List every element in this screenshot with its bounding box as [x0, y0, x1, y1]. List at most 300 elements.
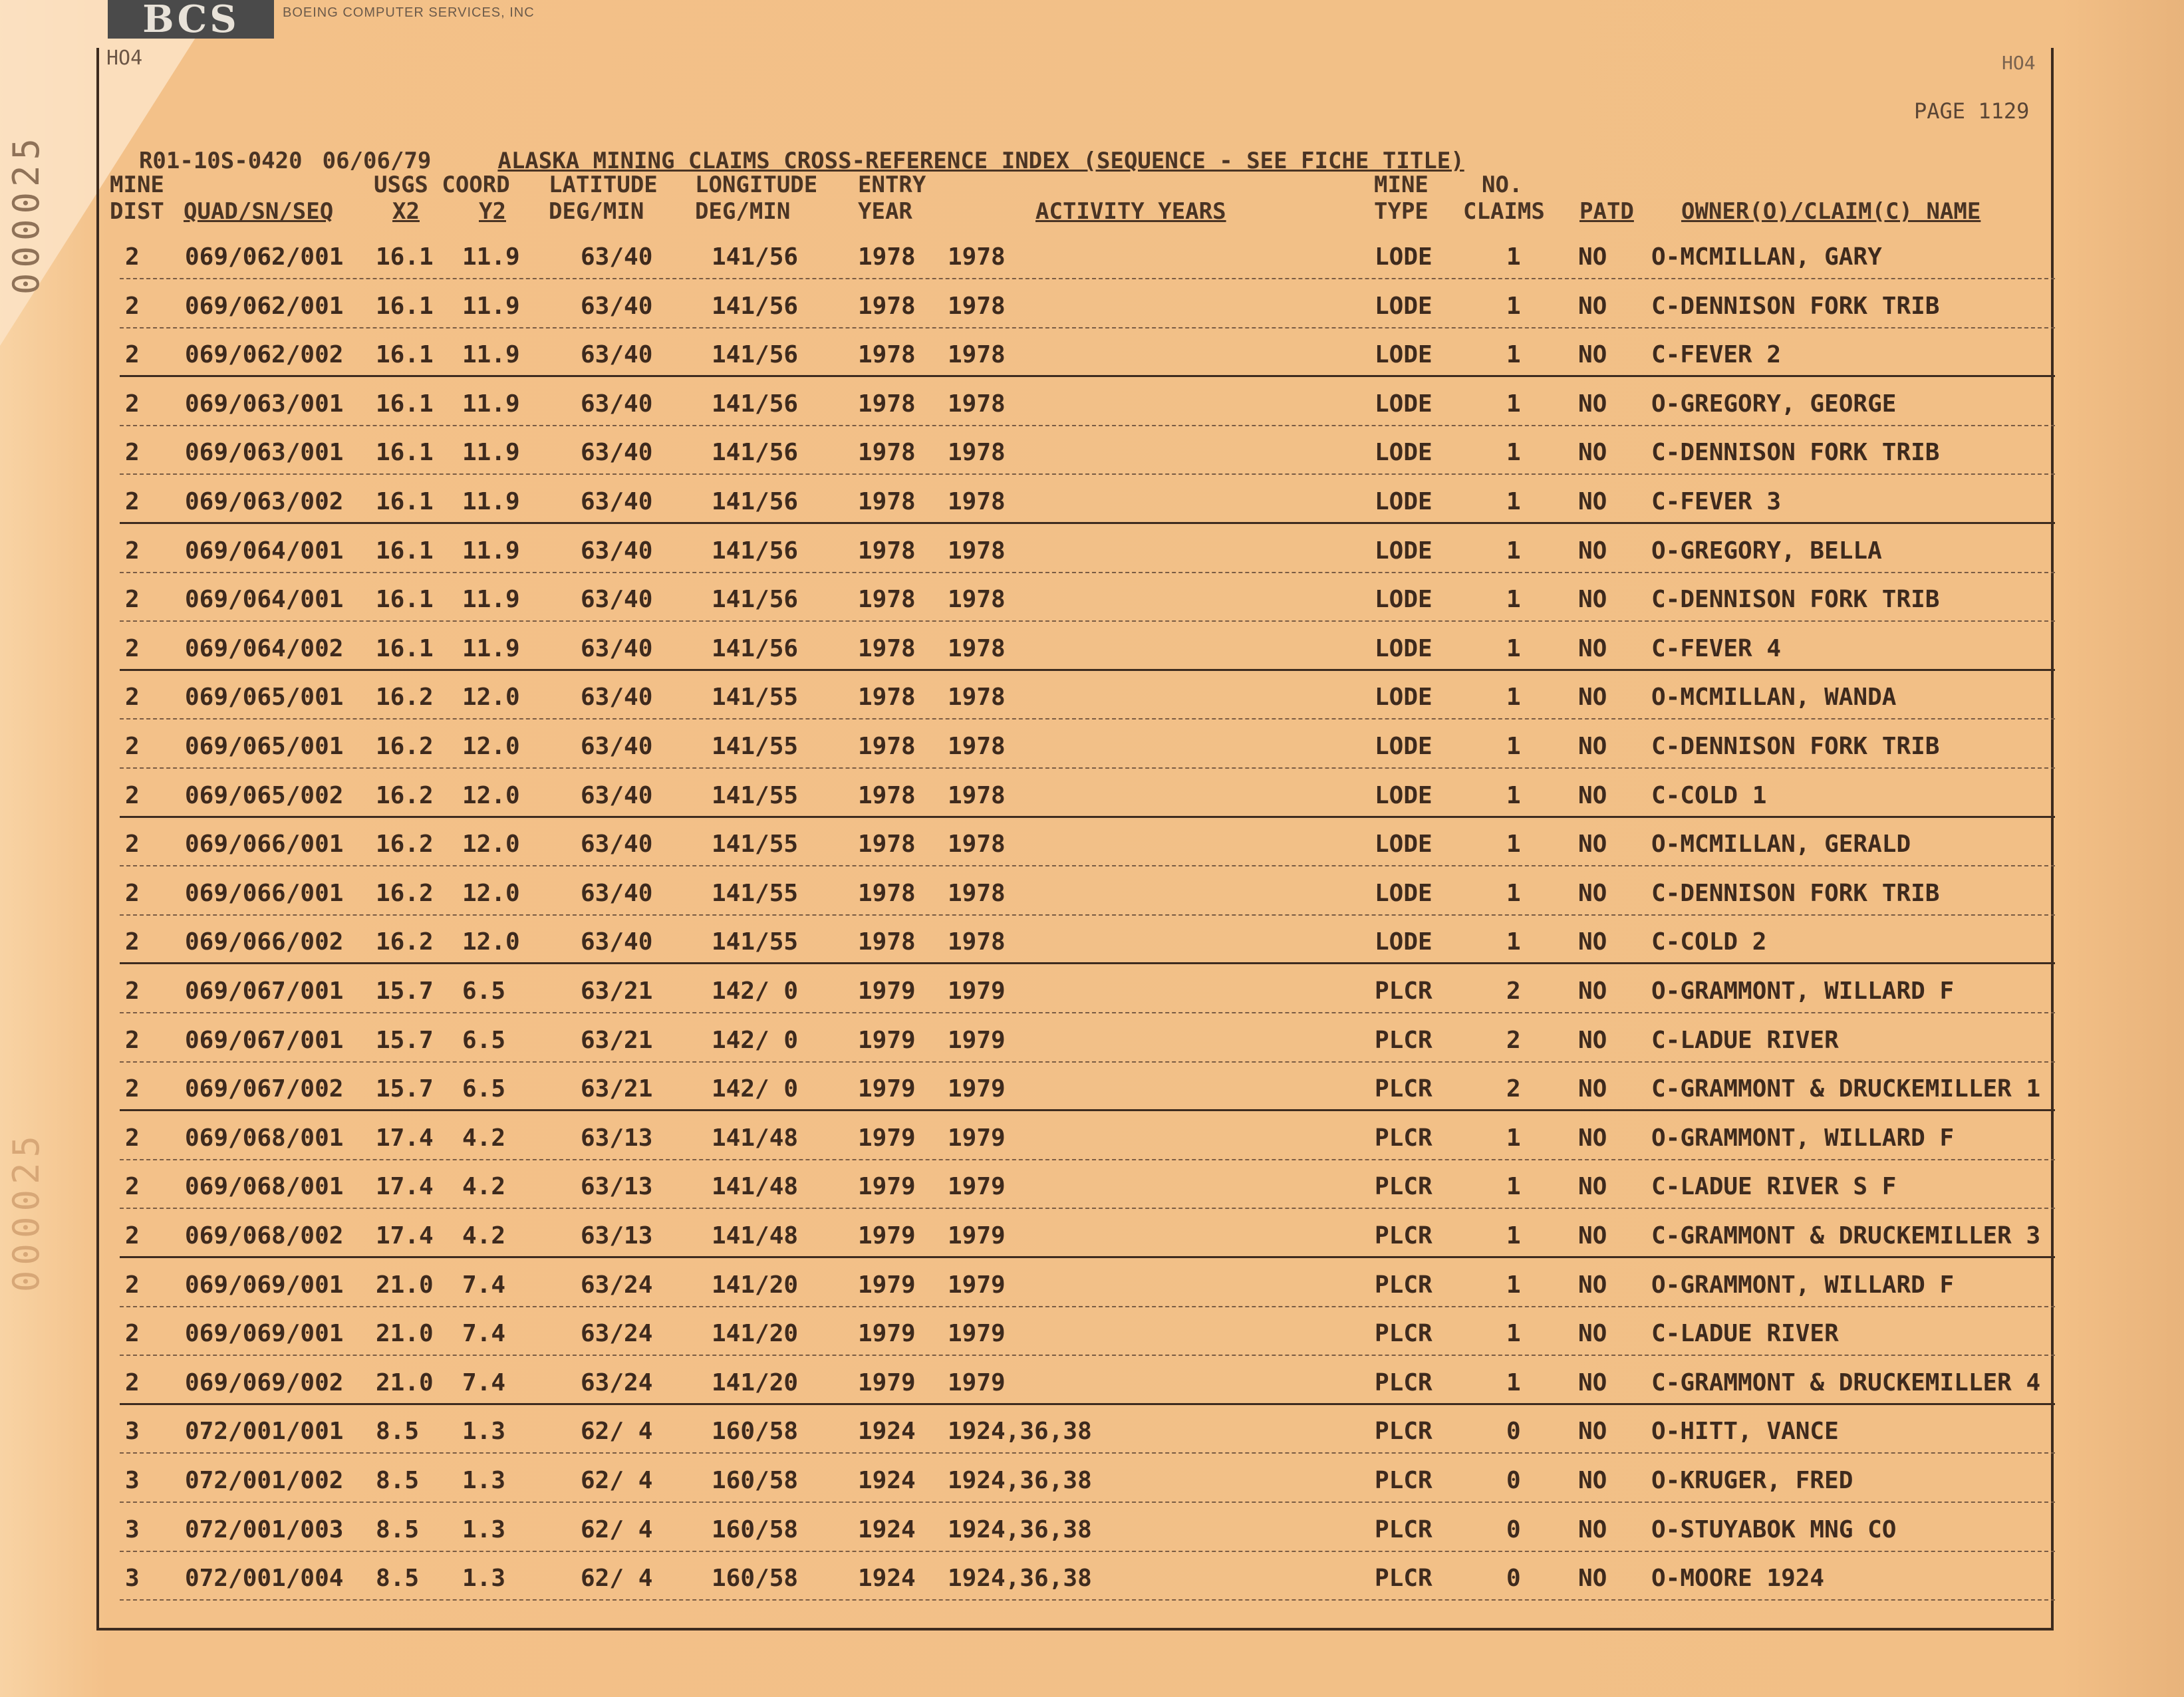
cell-nclaims: 1	[1506, 733, 1521, 760]
cell-quad: 069/066/001	[185, 831, 344, 858]
cell-lat: 63/40	[581, 634, 653, 662]
cell-entry: 1978	[858, 831, 916, 858]
row-rule	[120, 816, 2055, 818]
col-head-x2: X2	[392, 198, 420, 225]
cell-x2: 16.2	[376, 684, 434, 712]
cell-lon: 141/56	[712, 243, 799, 271]
row-rule	[120, 1256, 2055, 1258]
cell-owner: C-DENNISON FORK TRIB	[1651, 292, 1940, 320]
cell-nclaims: 1	[1506, 292, 1521, 320]
col-head-longitude	[695, 172, 817, 225]
cell-act: 1978	[948, 243, 1006, 271]
cell-lat: 63/24	[581, 1369, 653, 1396]
cell-lon: 141/48	[712, 1124, 799, 1152]
cell-dist: 2	[125, 978, 140, 1005]
row-rule	[120, 1109, 2055, 1111]
table-row	[106, 1360, 2055, 1408]
cell-quad: 069/064/001	[185, 537, 344, 565]
cell-owner: C-LADUE RIVER	[1651, 1320, 1839, 1348]
col-head-patd: PATD	[1579, 198, 1634, 225]
cell-y2: 11.9	[462, 634, 520, 662]
cell-x2: 17.4	[376, 1173, 434, 1201]
cell-y2: 11.9	[462, 586, 520, 614]
row-rule	[120, 620, 2055, 622]
cell-quad: 069/065/002	[185, 781, 344, 809]
cell-quad: 069/066/001	[185, 879, 344, 907]
col-head-quad: QUAD/SN/SEQ	[184, 198, 334, 225]
table-row	[106, 430, 2055, 477]
cell-mtype: LODE	[1375, 879, 1433, 907]
cell-owner: O-GRAMMONT, WILLARD F	[1651, 1124, 1955, 1152]
cell-quad: 069/063/001	[185, 390, 344, 418]
cell-lon: 141/56	[712, 341, 799, 369]
cell-mtype: PLCR	[1375, 1467, 1433, 1494]
cell-x2: 21.0	[376, 1271, 434, 1299]
cell-lon: 141/55	[712, 781, 799, 809]
col-head-claims: CLAIMS	[1463, 198, 1545, 225]
cell-act: 1978	[948, 439, 1006, 467]
cell-y2: 11.9	[462, 243, 520, 271]
cell-x2: 8.5	[376, 1565, 420, 1593]
cell-dist: 2	[125, 634, 140, 662]
page-number: PAGE 1129	[1914, 98, 2030, 124]
table-row	[106, 577, 2055, 624]
cell-x2: 16.2	[376, 879, 434, 907]
cell-mtype: PLCR	[1375, 1124, 1433, 1152]
cell-nclaims: 0	[1506, 1565, 1521, 1593]
cell-x2: 17.4	[376, 1222, 434, 1249]
cell-entry: 1924	[858, 1565, 916, 1593]
cell-owner: O-MCMILLAN, GERALD	[1651, 831, 1911, 858]
cell-act: 1924,36,38	[948, 1565, 1092, 1593]
cell-entry: 1979	[858, 1124, 916, 1152]
cell-lon: 142/ 0	[712, 978, 799, 1005]
cell-patd: NO	[1578, 488, 1607, 515]
cell-y2: 12.0	[462, 879, 520, 907]
cell-owner: C-DENNISON FORK TRIB	[1651, 879, 1940, 907]
cell-mtype: LODE	[1375, 928, 1433, 956]
cell-nclaims: 2	[1506, 1075, 1521, 1103]
cell-act: 1924,36,38	[948, 1467, 1092, 1494]
cell-mtype: LODE	[1375, 439, 1433, 467]
cell-dist: 3	[125, 1418, 140, 1446]
cell-x2: 8.5	[376, 1467, 420, 1494]
cell-act: 1979	[948, 978, 1006, 1005]
cell-lat: 63/40	[581, 439, 653, 467]
cell-nclaims: 1	[1506, 243, 1521, 271]
cell-lat: 63/40	[581, 879, 653, 907]
bcs-logo: BCS	[108, 0, 274, 39]
cell-patd: NO	[1578, 684, 1607, 712]
cell-lon: 160/58	[712, 1467, 799, 1494]
cell-nclaims: 1	[1506, 1173, 1521, 1201]
cell-lat: 63/13	[581, 1124, 653, 1152]
cell-patd: NO	[1578, 439, 1607, 467]
table-row	[106, 1555, 2055, 1603]
cell-lon: 141/56	[712, 439, 799, 467]
cell-owner: C-COLD 1	[1651, 781, 1767, 809]
table-row	[106, 1507, 2055, 1555]
cell-lat: 63/40	[581, 733, 653, 760]
row-rule	[120, 425, 2055, 426]
cell-nclaims: 1	[1506, 488, 1521, 515]
cell-quad: 069/067/001	[185, 978, 344, 1005]
cell-nclaims: 1	[1506, 1222, 1521, 1249]
table-row	[106, 1115, 2055, 1163]
cell-x2: 16.1	[376, 439, 434, 467]
cell-mtype: LODE	[1375, 390, 1433, 418]
cell-x2: 17.4	[376, 1124, 434, 1152]
cell-x2: 15.7	[376, 1075, 434, 1103]
cell-lat: 63/40	[581, 243, 653, 271]
cell-lat: 62/ 4	[581, 1467, 653, 1494]
cell-owner: O-GRAMMONT, WILLARD F	[1651, 978, 1955, 1005]
cell-nclaims: 1	[1506, 390, 1521, 418]
cell-nclaims: 1	[1506, 439, 1521, 467]
cell-patd: NO	[1578, 1515, 1607, 1543]
cell-lat: 63/40	[581, 341, 653, 369]
cell-nclaims: 1	[1506, 586, 1521, 614]
cell-act: 1979	[948, 1173, 1006, 1201]
col-head-year: YEAR	[858, 198, 912, 225]
cell-dist: 2	[125, 1026, 140, 1054]
cell-owner: O-MCMILLAN, GARY	[1651, 243, 1882, 271]
cell-act: 1978	[948, 390, 1006, 418]
cell-act: 1978	[948, 488, 1006, 515]
cell-y2: 11.9	[462, 390, 520, 418]
row-rule	[120, 1306, 2055, 1307]
cell-nclaims: 0	[1506, 1418, 1521, 1446]
table-row	[106, 1458, 2055, 1505]
cell-y2: 6.5	[462, 1075, 506, 1103]
cell-x2: 16.2	[376, 781, 434, 809]
cell-lon: 141/48	[712, 1222, 799, 1249]
cell-lat: 63/40	[581, 928, 653, 956]
table-row	[106, 332, 2055, 380]
cell-y2: 1.3	[462, 1467, 506, 1494]
cell-y2: 11.9	[462, 292, 520, 320]
cell-act: 1979	[948, 1320, 1006, 1348]
cell-entry: 1978	[858, 586, 916, 614]
cell-y2: 12.0	[462, 684, 520, 712]
cell-lat: 63/40	[581, 684, 653, 712]
cell-quad: 069/063/001	[185, 439, 344, 467]
cell-mtype: PLCR	[1375, 1173, 1433, 1201]
cell-entry: 1979	[858, 1320, 916, 1348]
cell-patd: NO	[1578, 243, 1607, 271]
cell-nclaims: 1	[1506, 1369, 1521, 1396]
cell-x2: 16.1	[376, 390, 434, 418]
cell-x2: 15.7	[376, 978, 434, 1005]
cell-act: 1978	[948, 537, 1006, 565]
cell-mtype: PLCR	[1375, 1222, 1433, 1249]
cell-lon: 141/55	[712, 879, 799, 907]
cell-entry: 1924	[858, 1515, 916, 1543]
cell-act: 1978	[948, 928, 1006, 956]
cell-dist: 2	[125, 781, 140, 809]
cell-nclaims: 1	[1506, 684, 1521, 712]
cell-act: 1924,36,38	[948, 1418, 1092, 1446]
cell-quad: 069/064/002	[185, 634, 344, 662]
cell-entry: 1979	[858, 1075, 916, 1103]
cell-dist: 2	[125, 733, 140, 760]
table-row	[106, 1066, 2055, 1114]
col-head-no: NO.	[1482, 172, 1523, 198]
cell-entry: 1978	[858, 928, 916, 956]
cell-mtype: LODE	[1375, 831, 1433, 858]
cell-dist: 2	[125, 1271, 140, 1299]
cell-entry: 1979	[858, 978, 916, 1005]
cell-y2: 12.0	[462, 781, 520, 809]
table-row	[106, 234, 2055, 282]
cell-owner: C-DENNISON FORK TRIB	[1651, 586, 1940, 614]
cell-patd: NO	[1578, 1026, 1607, 1054]
cell-x2: 21.0	[376, 1369, 434, 1396]
cell-quad: 072/001/004	[185, 1565, 344, 1593]
col-head-y2: Y2	[479, 198, 506, 225]
cell-y2: 11.9	[462, 341, 520, 369]
cell-act: 1978	[948, 684, 1006, 712]
cell-y2: 7.4	[462, 1320, 506, 1348]
cell-y2: 4.2	[462, 1173, 506, 1201]
cell-patd: NO	[1578, 292, 1607, 320]
cell-y2: 4.2	[462, 1222, 506, 1249]
cell-quad: 069/069/001	[185, 1271, 344, 1299]
cell-nclaims: 0	[1506, 1467, 1521, 1494]
cell-y2: 1.3	[462, 1515, 506, 1543]
cell-quad: 069/064/001	[185, 586, 344, 614]
table-row	[106, 1213, 2055, 1261]
cell-lat: 63/40	[581, 586, 653, 614]
cell-quad: 072/001/003	[185, 1515, 344, 1543]
company-name: BOEING COMPUTER SERVICES, INC	[283, 5, 535, 20]
cell-act: 1978	[948, 831, 1006, 858]
cell-dist: 2	[125, 292, 140, 320]
cell-act: 1979	[948, 1369, 1006, 1396]
cell-quad: 072/001/001	[185, 1418, 344, 1446]
cell-entry: 1924	[858, 1418, 916, 1446]
table-row	[106, 1017, 2055, 1065]
cell-mtype: PLCR	[1375, 1565, 1433, 1593]
table-row	[106, 870, 2055, 918]
cell-lon: 141/56	[712, 634, 799, 662]
report-date: 06/06/79	[322, 148, 432, 174]
cell-dist: 2	[125, 879, 140, 907]
cell-patd: NO	[1578, 341, 1607, 369]
cell-owner: O-GREGORY, BELLA	[1651, 537, 1882, 565]
cell-quad: 069/066/002	[185, 928, 344, 956]
row-rule	[120, 375, 2055, 377]
cell-nclaims: 1	[1506, 879, 1521, 907]
cell-lon: 141/20	[712, 1369, 799, 1396]
cell-owner: O-HITT, VANCE	[1651, 1418, 1839, 1446]
cell-entry: 1979	[858, 1173, 916, 1201]
cell-nclaims: 0	[1506, 1515, 1521, 1543]
cell-act: 1978	[948, 733, 1006, 760]
cell-lon: 141/55	[712, 684, 799, 712]
cell-mtype: LODE	[1375, 292, 1433, 320]
cell-lat: 63/40	[581, 537, 653, 565]
cell-entry: 1978	[858, 243, 916, 271]
cell-lat: 63/13	[581, 1222, 653, 1249]
cell-patd: NO	[1578, 1222, 1607, 1249]
cell-dist: 2	[125, 1320, 140, 1348]
cell-dist: 2	[125, 586, 140, 614]
table-row	[106, 919, 2055, 967]
cell-entry: 1978	[858, 781, 916, 809]
row-rule	[120, 1012, 2055, 1013]
col-head-entry: ENTRY	[858, 172, 926, 198]
row-rule	[120, 767, 2055, 769]
cell-act: 1979	[948, 1124, 1006, 1152]
cell-owner: O-GREGORY, GEORGE	[1651, 390, 1897, 418]
cell-y2: 1.3	[462, 1565, 506, 1593]
cell-x2: 16.1	[376, 586, 434, 614]
cell-dist: 2	[125, 243, 140, 271]
cell-nclaims: 2	[1506, 1026, 1521, 1054]
cell-owner: C-DENNISON FORK TRIB	[1651, 733, 1940, 760]
cell-x2: 16.2	[376, 831, 434, 858]
row-rule	[120, 962, 2055, 964]
cell-entry: 1978	[858, 733, 916, 760]
row-rule	[120, 278, 2055, 279]
cell-mtype: LODE	[1375, 341, 1433, 369]
cell-mtype: PLCR	[1375, 978, 1433, 1005]
cell-owner: C-FEVER 4	[1651, 634, 1782, 662]
cell-mtype: LODE	[1375, 537, 1433, 565]
row-rule	[120, 1208, 2055, 1209]
cell-patd: NO	[1578, 390, 1607, 418]
cell-lat: 63/40	[581, 390, 653, 418]
cell-x2: 16.1	[376, 292, 434, 320]
cell-dist: 3	[125, 1515, 140, 1543]
row-rule	[120, 1355, 2055, 1356]
cell-y2: 4.2	[462, 1124, 506, 1152]
col-head-dist: DIST	[110, 198, 164, 225]
col-head-mine-type	[1374, 172, 1429, 225]
table-row	[106, 1408, 2055, 1456]
cell-lon: 141/56	[712, 292, 799, 320]
cell-entry: 1978	[858, 292, 916, 320]
table-row	[106, 674, 2055, 722]
cell-entry: 1978	[858, 488, 916, 515]
col-head-latitude	[549, 172, 658, 225]
cell-x2: 16.2	[376, 733, 434, 760]
cell-owner: C-FEVER 3	[1651, 488, 1782, 515]
cell-dist: 2	[125, 439, 140, 467]
row-rule	[120, 669, 2055, 671]
cell-nclaims: 1	[1506, 1320, 1521, 1348]
col-head-lon-1: LONGITUDE	[695, 172, 818, 198]
cell-quad: 069/069/002	[185, 1369, 344, 1396]
cell-entry: 1978	[858, 341, 916, 369]
cell-dist: 2	[125, 1222, 140, 1249]
cell-dist: 2	[125, 928, 140, 956]
cell-lon: 142/ 0	[712, 1026, 799, 1054]
cell-dist: 3	[125, 1467, 140, 1494]
cell-dist: 3	[125, 1565, 140, 1593]
table-row	[106, 968, 2055, 1016]
row-rule	[120, 914, 2055, 916]
cell-mtype: LODE	[1375, 634, 1433, 662]
cell-act: 1979	[948, 1222, 1006, 1249]
cell-lon: 141/55	[712, 831, 799, 858]
cell-lat: 62/ 4	[581, 1418, 653, 1446]
cell-lon: 141/56	[712, 586, 799, 614]
cell-y2: 11.9	[462, 537, 520, 565]
cell-owner: C-DENNISON FORK TRIB	[1651, 439, 1940, 467]
row-rule	[120, 572, 2055, 573]
cell-patd: NO	[1578, 537, 1607, 565]
cell-dist: 2	[125, 684, 140, 712]
cell-lat: 63/21	[581, 1075, 653, 1103]
row-rule	[120, 522, 2055, 524]
cell-entry: 1978	[858, 634, 916, 662]
cell-nclaims: 2	[1506, 978, 1521, 1005]
cell-owner: C-GRAMMONT & DRUCKEMILLER 3	[1651, 1222, 2041, 1249]
cell-lon: 141/20	[712, 1271, 799, 1299]
cell-dist: 2	[125, 537, 140, 565]
cell-y2: 11.9	[462, 439, 520, 467]
table-row	[106, 381, 2055, 429]
col-head-mine-dist	[110, 172, 164, 225]
table-row	[106, 528, 2055, 576]
cell-owner: O-GRAMMONT, WILLARD F	[1651, 1271, 1955, 1299]
serial-stamp-faded: 000025	[5, 1130, 47, 1293]
cell-mtype: LODE	[1375, 243, 1433, 271]
top-left-code: HO4	[106, 47, 143, 70]
cell-x2: 16.1	[376, 537, 434, 565]
cell-patd: NO	[1578, 586, 1607, 614]
report-header-line	[112, 121, 1484, 174]
row-rule	[120, 1403, 2055, 1405]
report-id: R01-10S-0420	[138, 148, 303, 174]
row-rule	[120, 865, 2055, 866]
cell-x2: 8.5	[376, 1418, 420, 1446]
cell-act: 1978	[948, 781, 1006, 809]
cell-entry: 1978	[858, 439, 916, 467]
cell-quad: 072/001/002	[185, 1467, 344, 1494]
table-row	[106, 773, 2055, 821]
cell-act: 1979	[948, 1271, 1006, 1299]
col-head-entry-year	[858, 172, 926, 225]
cell-lat: 63/13	[581, 1173, 653, 1201]
cell-mtype: LODE	[1375, 781, 1433, 809]
cell-patd: NO	[1578, 634, 1607, 662]
row-rule	[120, 1501, 2055, 1503]
cell-owner: O-MCMILLAN, WANDA	[1651, 684, 1897, 712]
cell-y2: 12.0	[462, 831, 520, 858]
cell-dist: 2	[125, 1124, 140, 1152]
cell-entry: 1979	[858, 1369, 916, 1396]
cell-act: 1979	[948, 1075, 1006, 1103]
report-title: ALASKA MINING CLAIMS CROSS-REFERENCE INDEX (SEQUENCE - SEE FICHE TITLE)	[497, 148, 1464, 174]
cell-patd: NO	[1578, 1173, 1607, 1201]
cell-owner: C-COLD 2	[1651, 928, 1767, 956]
serial-stamp: 000025	[5, 133, 47, 295]
cell-mtype: PLCR	[1375, 1320, 1433, 1348]
row-rule	[120, 327, 2055, 328]
row-rule	[120, 473, 2055, 475]
cell-entry: 1979	[858, 1222, 916, 1249]
cell-entry: 1978	[858, 684, 916, 712]
cell-patd: NO	[1578, 928, 1607, 956]
cell-quad: 069/068/001	[185, 1124, 344, 1152]
cell-quad: 069/065/001	[185, 684, 344, 712]
col-head-lat-1: LATITUDE	[549, 172, 658, 198]
cell-dist: 2	[125, 341, 140, 369]
col-head-activity-years: ACTIVITY YEARS	[1035, 198, 1226, 225]
